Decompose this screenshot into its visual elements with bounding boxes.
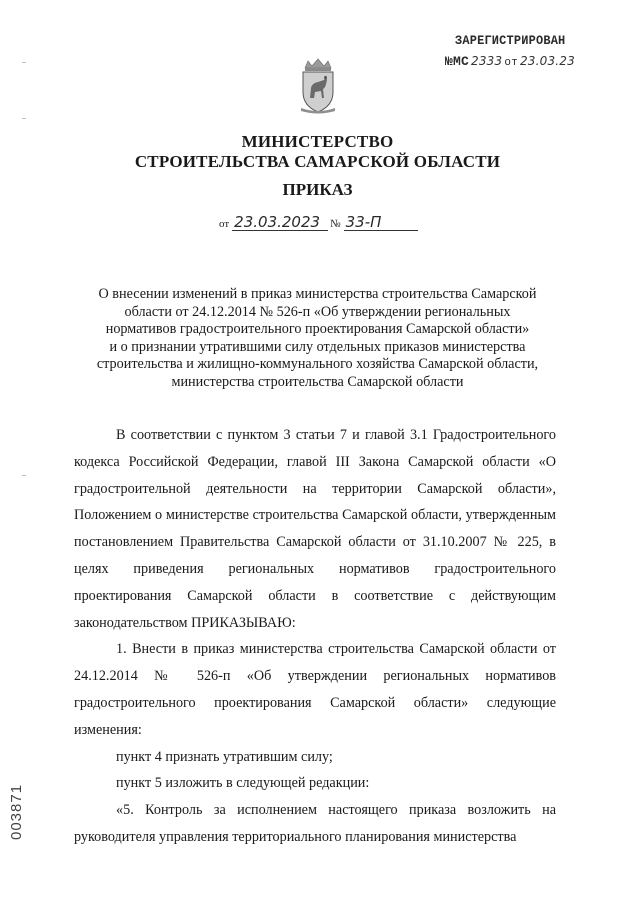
- order-date: 23.03.2023: [232, 214, 328, 231]
- subject-line: области от 24.12.2014 № 526-п «Об утверждении региональных: [124, 303, 511, 320]
- quote-paragraph: «5. Контроль за исполнением настоящего приказа возложить на руководителя управления территориального планирования министерства: [74, 802, 556, 845]
- subject-line: нормативов градостроительного проектирования Самарской области»: [105, 321, 530, 338]
- ministry-line-1: МИНИСТЕРСТВО: [241, 132, 394, 151]
- coat-of-arms-icon: [297, 58, 339, 114]
- item-1-point-5: пункт 5 изложить в следующей редакции:: [116, 775, 370, 792]
- stamp-registered: ЗАРЕГИСТРИРОВАН: [454, 33, 566, 48]
- scan-mark: [22, 475, 26, 476]
- stamp-number-prefix: №МС: [444, 54, 469, 69]
- preamble-paragraph: В соответствии с пунктом 3 статьи 7 и главой 3.1 Градостроительного кодекса Российской Федерации, главой III Закона Самарской области «О градостроительной деятельности на территории Самарской области», Положением о министерстве строительства Самарской области, утвержденным постановлением Правительства Самарской области от 31.10.2007 № 225, в целях приведения региональных нормативов градостроительного проектирования Самарской области в соответствие с действующим законодательством ПРИКАЗЫВАЮ:: [74, 427, 556, 631]
- subject-line: министерства строительства Самарской области: [171, 373, 464, 390]
- order-title: ПРИКАЗ: [282, 180, 353, 199]
- item-1-point-4: пункт 4 признать утратившим силу;: [116, 748, 333, 765]
- page-code: 003871: [8, 783, 25, 840]
- stamp-date-value: 23.03.23: [519, 54, 575, 68]
- order-number: 33-П: [344, 214, 418, 231]
- order-body: [74, 422, 556, 851]
- order-number-label: №: [330, 218, 341, 230]
- subject-line: строительства и жилищно-коммунального хозяйства Самарской области,: [96, 356, 539, 373]
- order-from-label: от: [219, 218, 230, 230]
- stamp-number-line: [445, 54, 575, 69]
- subject-line: и о признании утратившими силу отдельных приказов министерства: [109, 338, 526, 355]
- order-date-number: [219, 214, 418, 231]
- stamp-number-value: 2333: [470, 54, 503, 68]
- registration-stamp: [445, 33, 575, 69]
- order-subject: [70, 286, 565, 392]
- item-1-paragraph: 1. Внести в приказ министерства строительства Самарской области от 24.12.2014 № 526-п «Об утверждении региональных нормативов градостроительного проектирования Самарской области» следующие изменения:: [74, 641, 556, 738]
- scan-mark: [22, 118, 26, 119]
- ministry-line-2: СТРОИТЕЛЬСТВА САМАРСКОЙ ОБЛАСТИ: [134, 152, 501, 171]
- stamp-date-prefix: от: [504, 57, 518, 69]
- scan-mark: [22, 62, 26, 63]
- ministry-name: [0, 132, 635, 172]
- subject-line: О внесении изменений в приказ министерства строительства Самарской: [98, 286, 537, 302]
